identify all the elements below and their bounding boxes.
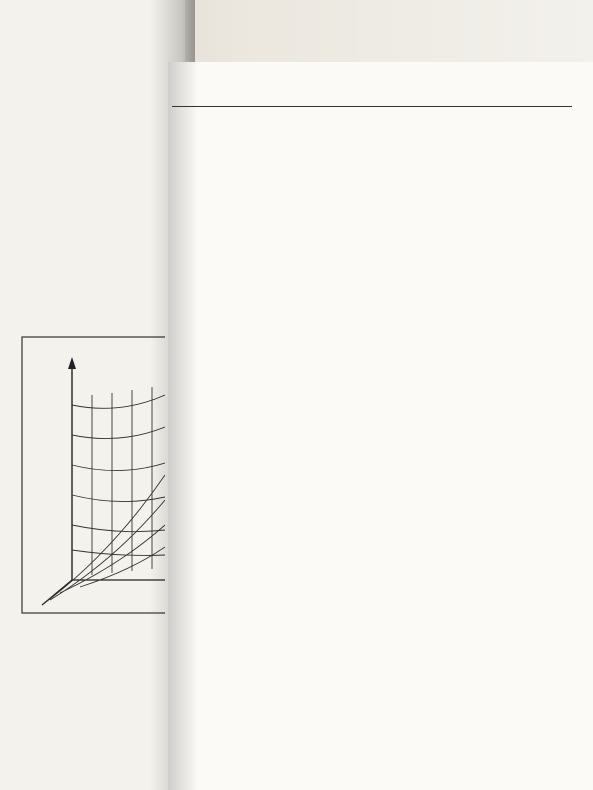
budget-figure	[20, 335, 165, 615]
header-rule	[172, 106, 572, 107]
right-page	[168, 62, 593, 790]
right-page-gutter	[168, 62, 198, 790]
running-header	[278, 88, 578, 106]
